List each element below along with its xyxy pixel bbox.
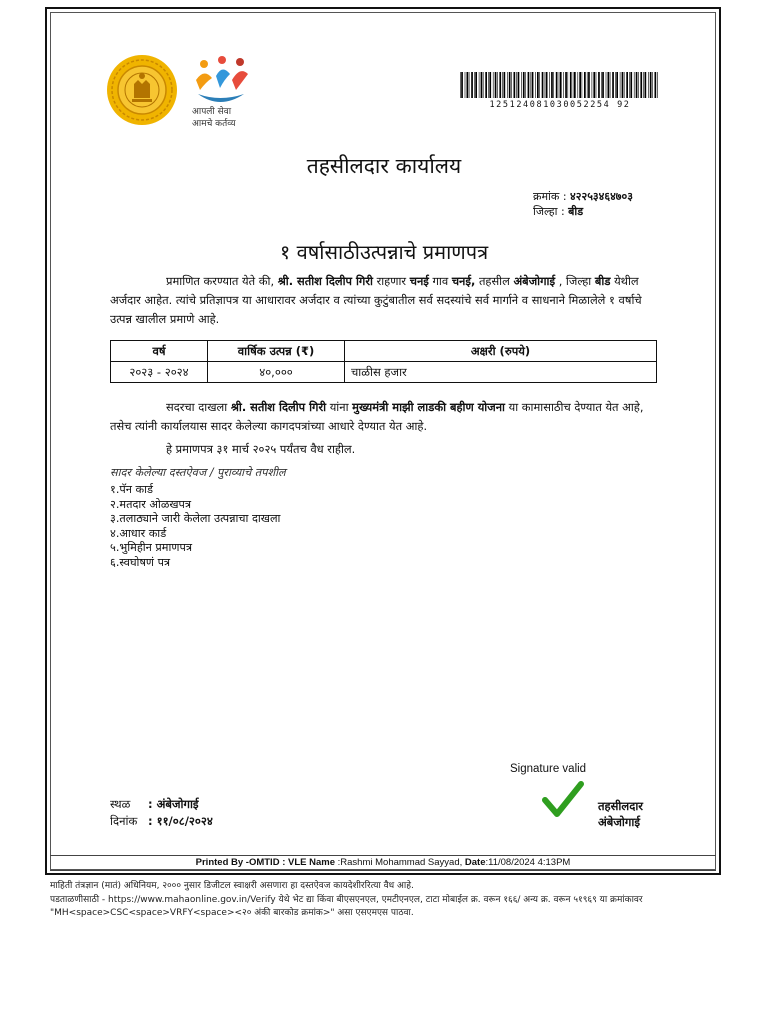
checkmark-icon: [542, 780, 584, 820]
barcode-bar: [588, 72, 590, 98]
barcode-bar: [615, 72, 616, 98]
cell-year: २०२३ - २०२४: [111, 362, 208, 383]
barcode-bar: [488, 72, 489, 98]
office-title: तहसीलदार कार्यालय: [306, 154, 462, 178]
barcode-bar: [560, 72, 562, 98]
applicant-district: बीड: [594, 274, 611, 288]
barcode-bar: [535, 72, 536, 98]
barcode-bar: [523, 72, 525, 98]
barcode-bar: [499, 72, 501, 98]
barcode-bar: [650, 72, 652, 98]
signature-valid-text: Signature valid: [510, 763, 587, 775]
barcode-bar: [643, 72, 644, 98]
barcode-bar: [461, 72, 463, 98]
barcode-bar: [565, 72, 567, 98]
cell-income: ४०,०००: [208, 362, 345, 383]
certificate-title: १ वर्षासाठीउत्पन्नाचे प्रमाणपत्र: [279, 240, 489, 264]
barcode-bar: [596, 72, 597, 98]
col-year: वर्ष: [111, 341, 208, 362]
place-value: : अंबेजोगाई: [148, 797, 199, 811]
barcode-bar: [640, 72, 642, 98]
barcode-bar: [629, 72, 630, 98]
barcode-bar: [467, 72, 469, 98]
printed-date-label: Date: [464, 857, 486, 868]
barcode-bar: [616, 72, 618, 98]
documents-heading: सादर केलेल्या दस्तऐवज / पुराव्याचे तपशील: [110, 466, 286, 479]
barcode-bar: [539, 72, 540, 98]
barcode-bar: [493, 72, 494, 98]
barcode-bar: [521, 72, 522, 98]
barcode-bar: [636, 72, 638, 98]
applicant-village: चनई,: [451, 274, 476, 288]
certificate-frame: [45, 7, 721, 875]
date-label: दिनांक: [110, 814, 138, 828]
intro-text-6: येथील अर्जदार आहेत. त्यांचे प्रतिज्ञापत्र या आधारावर अर्जदार व त्यांच्या कुटुंबातील सर्व सदस्यांचे सर्व मार्गाने व साधनाने मिळालेले १ वर्षाचे उत्पन्न खालील प्रमाणे आहे.: [110, 274, 642, 326]
barcode-bar: [584, 72, 586, 98]
barcode-bar: [606, 72, 607, 98]
purpose-text-2: यांना: [329, 400, 349, 414]
purpose-paragraph: [110, 398, 658, 436]
list-item: ६.स्वघोषणं पत्र: [110, 555, 171, 569]
barcode-bar: [645, 72, 647, 98]
barcode-bar: [624, 72, 625, 98]
reference-number: [533, 189, 633, 204]
barcode-bar: [551, 72, 553, 98]
barcode-bar: [516, 72, 517, 98]
barcode-bar: [634, 72, 635, 98]
barcode-bar: [626, 72, 628, 98]
barcode-bar: [474, 72, 475, 98]
barcode-bar: [514, 72, 516, 98]
barcode-bar: [578, 72, 579, 98]
barcode-number: 125124081030052254 92: [489, 100, 631, 110]
barcode-bar: [531, 72, 532, 98]
col-annual-income: वार्षिक उत्पन्न (₹): [208, 341, 345, 362]
barcode-bar: [469, 72, 470, 98]
cell-income-words: चाळीस हजार: [345, 362, 657, 383]
barcode-bar: [563, 72, 564, 98]
list-item: १.पॅन कार्ड: [110, 483, 153, 496]
place-label: स्थळ: [110, 797, 131, 811]
barcode-bar: [612, 72, 614, 98]
barcode-bar: [648, 72, 649, 98]
list-item: ४.आधार कार्ड: [110, 526, 167, 540]
barcode-bar: [504, 72, 506, 98]
barcode-bar: [601, 72, 602, 98]
barcode-bar: [537, 72, 539, 98]
intro-paragraph: [110, 272, 658, 329]
barcode-bar: [559, 72, 560, 98]
list-item: २.मतदार ओळखपत्र: [110, 497, 192, 511]
signatory-designation: तहसीलदार: [598, 799, 643, 813]
barcode-bar: [570, 72, 572, 98]
barcode-bar: [483, 72, 484, 98]
barcode-bar: [518, 72, 520, 98]
barcode-bar: [579, 72, 581, 98]
barcode-bar: [511, 72, 512, 98]
purpose-applicant-name: श्री. सतीश दिलीप गिरी: [230, 400, 327, 414]
barcode-bar: [655, 72, 657, 98]
barcode-bar: [593, 72, 595, 98]
intro-text-3: गाव: [432, 274, 449, 288]
table-row: [111, 362, 657, 383]
footer-line-2: पडताळणीसाठी - https://www.mahaonline.gov.in/Verify येथे भेट द्या किंवा बीएसएनएल, एमटीएनएल, टाटा मोबाईल क्र. वरून १६६/ अन्य क्र. वरून ५१९६९ या क्रमांकावर: [50, 894, 643, 905]
maharashtra-seal-icon: [106, 54, 178, 126]
barcode-bar: [471, 72, 473, 98]
reference-district-label: जिल्हा :: [533, 205, 565, 218]
barcode-bar: [553, 72, 554, 98]
reference-district: [533, 204, 583, 219]
barcode-bar: [545, 72, 546, 98]
barcode-bar: [638, 72, 639, 98]
barcode-bar: [460, 72, 461, 98]
printed-by-value: :Rashmi Mohammad Sayyad,: [335, 857, 465, 868]
applicant-name: श्री. सतीश दिलीप गिरी: [277, 274, 373, 288]
intro-text-5: , जिल्हा: [558, 274, 592, 288]
reference-number-label: क्रमांक :: [533, 190, 567, 203]
footer-line-1: माहिती तंत्रज्ञान (मातं) अधिनियम, २००० नुसार डिजीटल स्वाक्षरी असणारा हा दस्तऐवज कायदेशीररित्या वैध आहे.: [50, 881, 414, 891]
documents-list: [110, 483, 280, 570]
date-value: : ११/०८/२०२४: [148, 814, 213, 828]
printed-date-value: :11/08/2024 4:13PM: [485, 857, 571, 868]
applicant-residence: चनई: [409, 274, 429, 288]
barcode-bar: [602, 72, 604, 98]
list-item: ५.भुमिहीन प्रमाणपत्र: [110, 541, 193, 554]
barcode-bar: [610, 72, 611, 98]
purpose-text-3: या कामासाठीच देण्यात येत आहे, तसेच त्यांनी कार्यालयास सादर केलेल्या कागदपत्रांच्या आधारे देण्यात येत आहे.: [110, 400, 644, 433]
applicant-tehsil: अंबेजोगाई: [513, 274, 556, 288]
barcode-bar: [549, 72, 550, 98]
barcode-bar: [465, 72, 466, 98]
barcode-bar: [568, 72, 569, 98]
barcode-bar: [556, 72, 558, 98]
certificate-inner-frame: [50, 12, 716, 870]
intro-text-4: तहसील: [478, 274, 510, 288]
barcode-bar: [479, 72, 480, 98]
barcode-bar: [507, 72, 508, 98]
barcode-bar: [652, 72, 653, 98]
intro-text-1: प्रमाणित करण्यात येते की,: [166, 274, 275, 288]
barcode-bar: [608, 72, 610, 98]
footer-note: [50, 880, 730, 921]
barcode-bar: [587, 72, 588, 98]
barcode-bar: [489, 72, 491, 98]
barcode-bar: [509, 72, 511, 98]
barcode-bar: [528, 72, 530, 98]
barcode-bar: [546, 72, 548, 98]
barcode-image: [460, 72, 660, 98]
purpose-text-1: सदरचा दाखला: [166, 400, 228, 414]
barcode-bar: [657, 72, 658, 98]
barcode-bar: [620, 72, 621, 98]
barcode-bar: [574, 72, 576, 98]
barcode-bar: [525, 72, 526, 98]
seva-tagline-1: आपली सेवा: [192, 107, 232, 117]
barcode-bar: [502, 72, 503, 98]
scheme-name: मुख्यमंत्री माझी लाडकी बहीण योजना: [352, 400, 505, 414]
barcode-bar: [497, 72, 498, 98]
barcode-bar: [495, 72, 497, 98]
barcode-bar: [582, 72, 583, 98]
barcode-bar: [481, 72, 483, 98]
list-item: ३.तलाठ्याने जारी केलेला उत्पन्नाचा दाखला: [110, 512, 281, 525]
barcode-bar: [598, 72, 600, 98]
intro-text-2: राहणार: [376, 274, 407, 288]
income-table: [110, 340, 657, 383]
barcode-bar: [485, 72, 487, 98]
barcode-bar: [542, 72, 544, 98]
barcode-bar: [622, 72, 624, 98]
income-table-header: [111, 341, 657, 362]
barcode-bar: [592, 72, 593, 98]
reference-district-value: बीड: [568, 205, 584, 218]
printed-by-label: Printed By -OMTID : VLE Name: [195, 857, 335, 868]
printed-by-bar: [50, 855, 716, 871]
seva-tagline-2: आमचे कर्तव्य: [192, 119, 236, 129]
barcode-bar: [532, 72, 534, 98]
footer-line-3: "MH<space>CSC<space>VRFY<space><२० अंकी बारकोड क्रमांक>" असा एसएमएस पाठवा.: [50, 908, 414, 918]
col-in-words: अक्षरी (रुपये): [345, 341, 657, 362]
reference-number-value: ४२२५३४६४७०३: [570, 190, 633, 203]
barcode-bar: [573, 72, 574, 98]
signatory-location: अंबेजोगाई: [598, 815, 640, 829]
barcode-bar: [630, 72, 632, 98]
validity-statement: हे प्रमाणपत्र ३१ मार्च २०२५ पर्यंतच वैध राहील.: [166, 442, 356, 456]
barcode-bar: [475, 72, 477, 98]
